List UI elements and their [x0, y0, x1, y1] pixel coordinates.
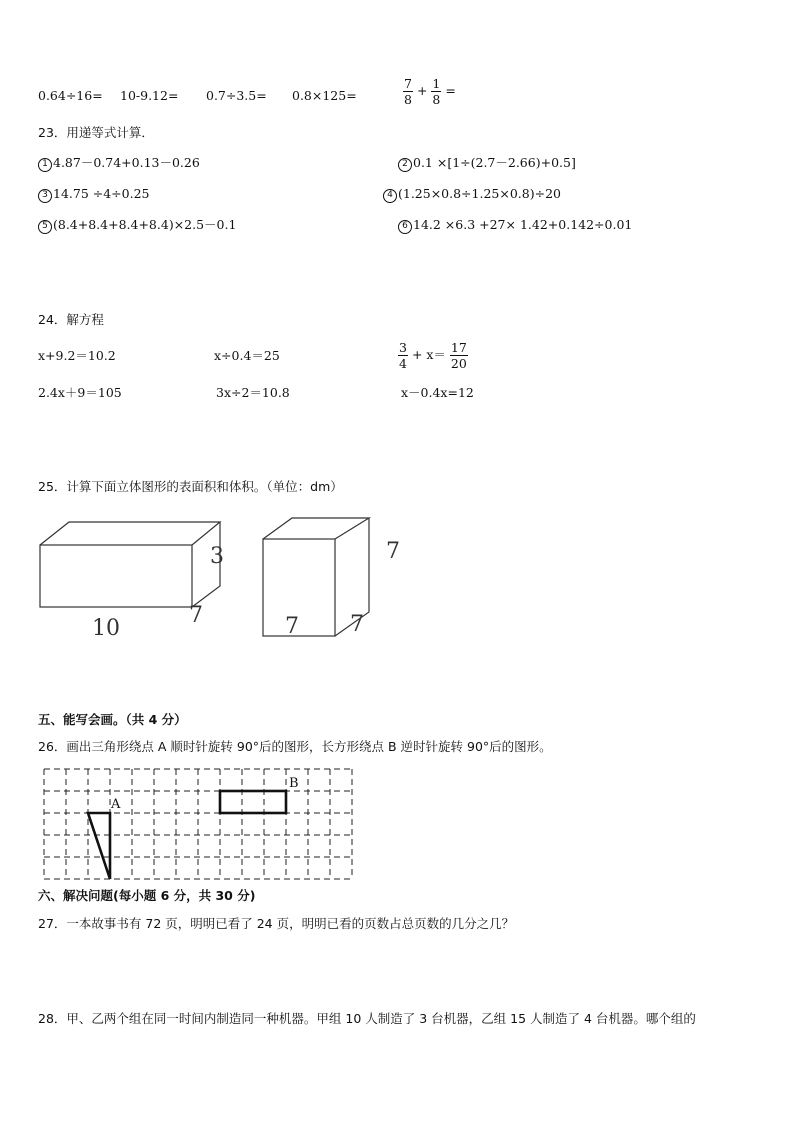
dashed-grid-lines	[44, 769, 352, 879]
fraction-numerator: 7	[404, 76, 412, 91]
fraction-denominator: 8	[432, 92, 441, 108]
fraction-numerator: 3	[399, 340, 407, 355]
cuboid-length-label: 10	[92, 616, 120, 641]
calc-expression-2: 10-9.12=	[120, 88, 179, 103]
circled-number-5: 5	[38, 220, 52, 234]
cuboid-width-label: 7	[189, 603, 203, 628]
cube-edge-label-front: 7	[285, 614, 299, 639]
q23-item-2-expr: 0.1 ×[1÷(2.7－2.66)+0.5]	[413, 155, 576, 170]
fraction-denominator: 8	[404, 92, 412, 108]
section-6-heading: 六、解决问题(每小题 6 分，共 30 分)	[38, 888, 256, 903]
calc-expression-1: 0.64÷16=	[38, 88, 103, 103]
circled-number-6: 6	[398, 220, 412, 234]
circled-number-4: 4	[383, 189, 397, 203]
circled-number-1: 1	[38, 158, 52, 172]
q23-item-3-expr: 14.75 ÷4÷0.25	[53, 186, 150, 201]
question-28-text: 28．甲、乙两个组在同一时间内制造同一种机器。甲组 10 人制造了 3 台机器，乙组 15 人制造了 4 台机器。哪个组的	[38, 1011, 696, 1026]
q23-item-1-expr: 4.87－0.74+0.13－0.26	[53, 155, 200, 170]
q23-item-5-expr: (8.4+8.4+8.4+8.4)×2.5－0.1	[53, 217, 237, 232]
question-25-title: 25．计算下面立体图形的表面积和体积。（单位：dm）	[38, 479, 343, 494]
equation-6: x－0.4x=12	[401, 385, 474, 400]
calc-expression-4: 0.8×125=	[292, 88, 357, 103]
equation-5: 3x÷2＝10.8	[216, 385, 290, 400]
fraction-numerator: 1	[432, 76, 441, 91]
question-23-title: 23．用递等式计算．	[38, 125, 154, 140]
fraction-numerator: 17	[450, 340, 467, 355]
fraction-denominator: 20	[450, 356, 467, 372]
q23-item-4-expr: (1.25×0.8÷1.25×0.8)÷20	[398, 186, 561, 201]
cuboid-height-label: 3	[210, 544, 224, 569]
cube-edge-label-depth: 7	[350, 612, 364, 637]
section-5-heading: 五、能写会画。（共 4 分）	[38, 712, 187, 727]
q23-item-6-expr: 14.2 ×6.3 +27× 1.42+0.142÷0.01	[413, 217, 633, 232]
question-27-text: 27．一本故事书有 72 页，明明已看了 24 页，明明已看的页数占总页数的几分之几？	[38, 916, 515, 931]
point-b-label: B	[289, 776, 299, 791]
triangle-shape	[88, 813, 110, 879]
plus-sign: +	[416, 83, 428, 99]
equation-4: 2.4x＋9＝105	[38, 385, 122, 400]
point-a-label: A	[111, 797, 121, 812]
equation-1: x+9.2＝10.2	[38, 348, 116, 363]
equation-2: x÷0.4＝25	[214, 348, 280, 363]
equals-sign: =	[445, 83, 456, 99]
question-24-title: 24．解方程	[38, 312, 104, 327]
calc-expression-3: 0.7÷3.5=	[206, 88, 267, 103]
rectangle-shape	[220, 791, 286, 813]
circled-number-3: 3	[38, 189, 52, 203]
fraction-denominator: 4	[399, 356, 407, 372]
question-26-text: 26．画出三角形绕点 A 顺时针旋转 90°后的图形，长方形绕点 B 逆时针旋转 90°后的图形。	[38, 739, 552, 754]
cube-edge-label-height: 7	[386, 539, 400, 564]
equation-3-middle: + x＝	[411, 347, 446, 363]
circled-number-2: 2	[398, 158, 412, 172]
